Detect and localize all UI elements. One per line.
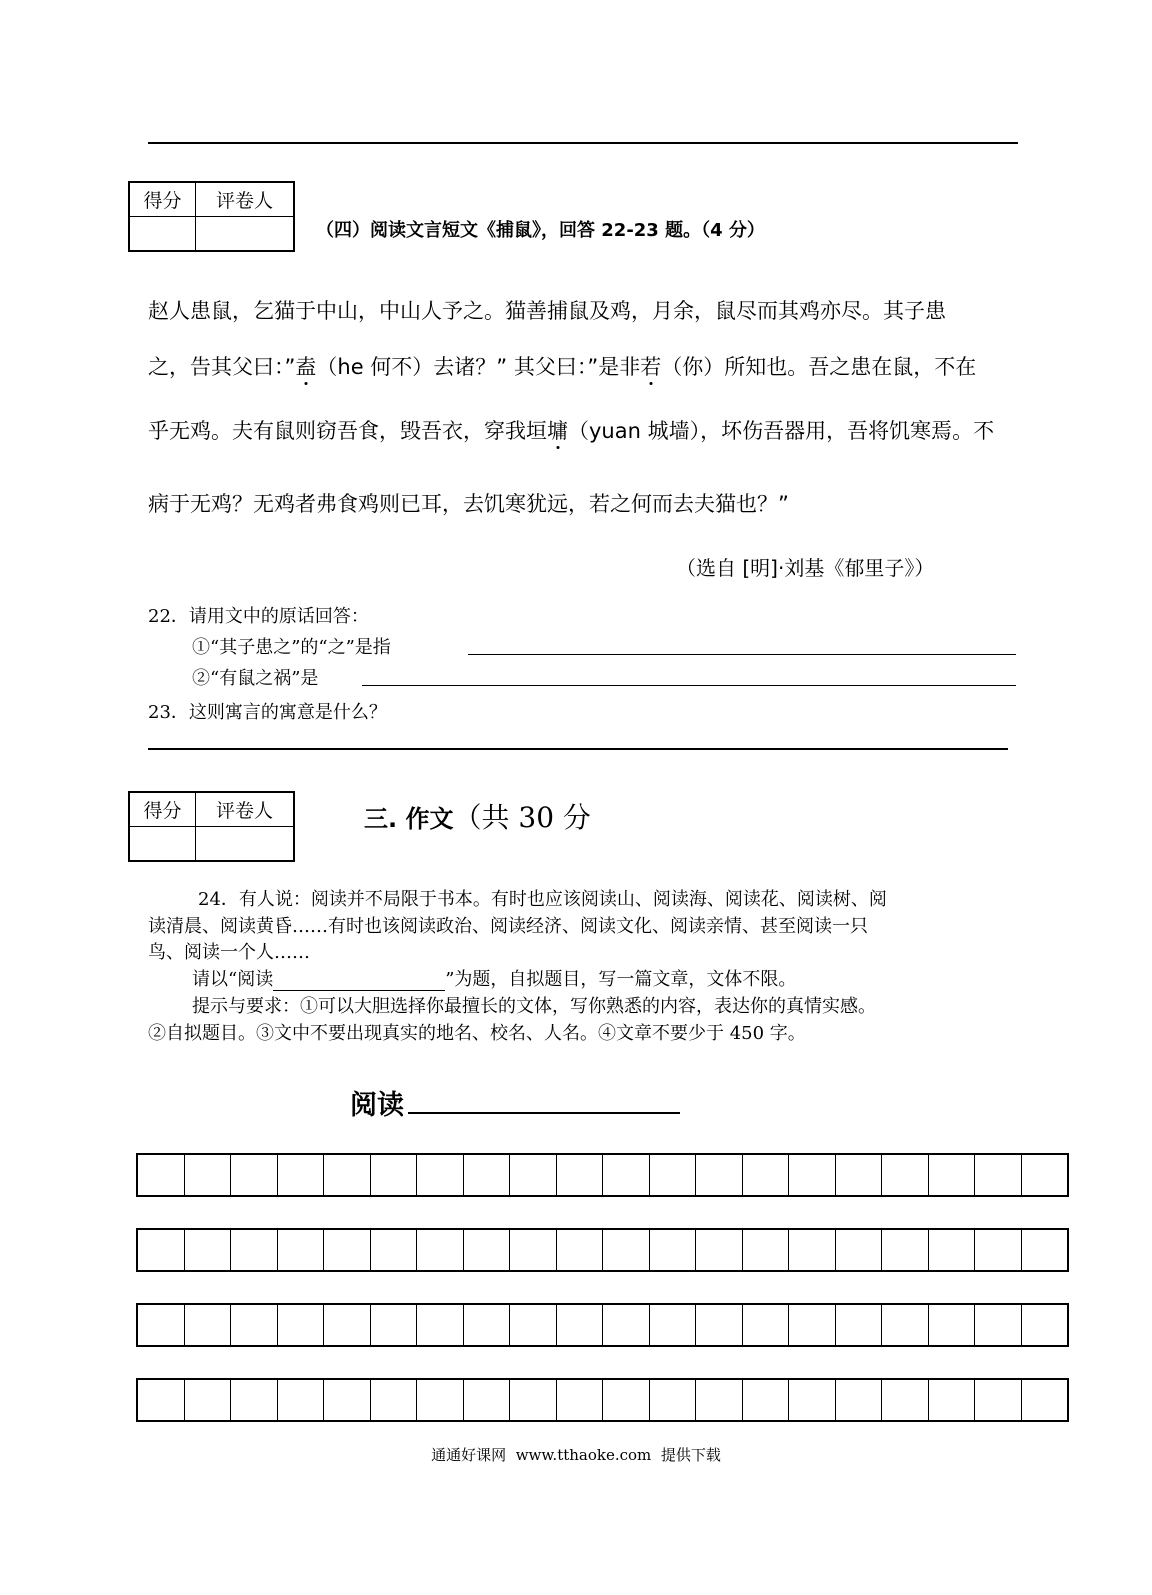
title-blank[interactable] <box>273 970 445 991</box>
footer-text: 通通好课网 www.tthaoke.com 提供下载 <box>431 1446 721 1464</box>
grader-label: 评卷人 <box>196 792 295 826</box>
score-cell[interactable] <box>129 216 196 251</box>
answer-line-23[interactable] <box>148 748 1008 750</box>
grader-label: 评卷人 <box>196 182 295 216</box>
top-rule <box>148 142 1018 144</box>
passage-line-4: 病于无鸡？无鸡者弗食鸡则已耳，去饥寒犹远，若之何而去夫猫也？” <box>148 492 789 516</box>
answer-line-22-2[interactable] <box>362 685 1016 686</box>
question-22-1: ①“其子患之”的“之”是指 <box>192 637 391 658</box>
prompt-line-3: 鸟、阅读一个人…… <box>148 942 310 963</box>
writing-grid-row[interactable] <box>136 1228 1069 1272</box>
prompt-line-4: 请以“阅读 ”为题，自拟题目，写一篇文章，文体不限。 <box>192 969 797 990</box>
passage-line-1: 赵人患鼠，乞猫于中山，中山人予之。猫善捕鼠及鸡，月余，鼠尽而其鸡亦尽。其子患 <box>148 299 946 323</box>
section4-heading: （四）阅读文言短文《捕鼠》，回答 22-23 题。（4 分） <box>316 220 765 241</box>
question-23: 23．这则寓言的寓意是什么？ <box>148 702 387 723</box>
essay-title-label: 阅读 <box>350 1090 404 1121</box>
answer-line-22-1[interactable] <box>468 654 1016 655</box>
score-cell[interactable] <box>129 826 196 861</box>
annotated-char-he: 盍 <box>295 355 317 379</box>
score-box-2 <box>128 791 295 862</box>
question-22-2: ②“有鼠之祸”是 <box>192 668 319 689</box>
prompt-line-6: ②自拟题目。③文中不要出现真实的地名、校名、人名。④文章不要少于 450 字。 <box>148 1023 806 1044</box>
section3-heading: 三. 作文（共 30 分 <box>364 801 591 834</box>
annotated-char-ruo: 若 <box>640 355 662 379</box>
prompt-line-2: 读清晨、阅读黄昏……有时也该阅读政治、阅读经济、阅读文化、阅读亲情、甚至阅读一只 <box>148 916 868 937</box>
passage-line-2: 之，告其父曰：”盍（he 何不）去诸？” 其父曰：”是非若（你）所知也。吾之患在鼠，不在 <box>148 355 977 379</box>
writing-grid-row[interactable] <box>136 1303 1069 1347</box>
question-22: 22．请用文中的原话回答： <box>148 606 369 627</box>
score-label: 得分 <box>129 182 196 216</box>
essay-title-line[interactable] <box>408 1112 680 1114</box>
grader-cell[interactable] <box>196 826 295 861</box>
annotated-char-yong: 墉 <box>547 419 568 443</box>
writing-grid-row[interactable] <box>136 1153 1069 1197</box>
grader-cell[interactable] <box>196 216 295 251</box>
score-label: 得分 <box>129 792 196 826</box>
passage-source: （选自 [明]·刘基《郁里子》） <box>676 556 935 580</box>
prompt-line-5: 提示与要求：①可以大胆选择你最擅长的文体，写你熟悉的内容，表达你的真情实感。 <box>192 996 876 1017</box>
writing-grid-row[interactable] <box>136 1378 1069 1422</box>
score-box-1 <box>128 181 295 252</box>
prompt-line-1: 24．有人说：阅读并不局限于书本。有时也应该阅读山、阅读海、阅读花、阅读树、阅 <box>198 889 887 910</box>
passage-line-3: 乎无鸡。夫有鼠则窃吾食，毁吾衣，穿我垣墉（yuan 城墙），坏伤吾器用，吾将饥寒焉。不 <box>148 419 995 443</box>
